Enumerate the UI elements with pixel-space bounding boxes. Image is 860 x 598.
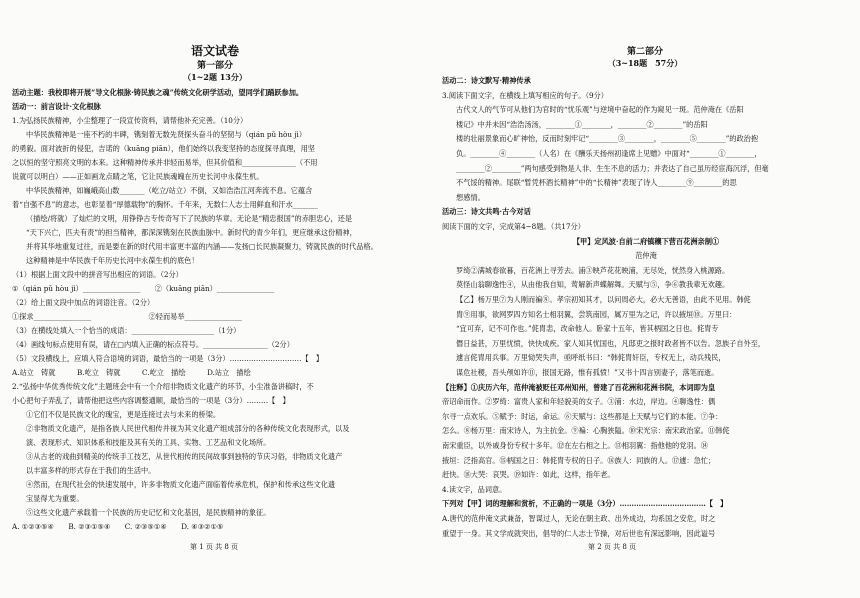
left-text-line: 着“自强不息”的意志，也彰显着“厚德载物”的胸怀。千年来，无数仁人志士用鲜血和汗水_______ [12,200,318,209]
left-text-line: 中华民族精神是一座不朽的丰碑，镌刻着无数先贤探头奋斗的坚韧与（qián pǔ hòu jì） [26,130,307,139]
right-text-line: 活动二：诗文默写·精神传承 [442,76,531,85]
right-text-line: 古代文人的气节可从他们为官时的“忧乐观”与逆境中奋起的作为窥见一斑。范仲淹在《岳阳 [456,105,744,115]
right-text-line: 怎么。⑧杨万里：南宋诗人，为主抗金。⑨褊：心胸狭隘。⑩宋光宗：南宋政治家。⑪韩侂 [442,426,730,436]
exam-title: 语文试卷 [190,44,239,58]
left-text-line: 1.为弘扬民族精神，小尘整理了一段宣传资料，请帮他补充完善。（10分） [12,116,248,125]
left-text-line: ①探求________________ ②轻而易举________________ [12,312,243,321]
left-text-line: （3）在横线处填入一个恰当的成语：_______________________（1分） [12,326,241,335]
left-text-line: 演、表现形式、知识体系和技能及其有关的工具、实物、工艺品和文化场所。 [26,438,271,447]
part-heading-right: 第二部分 [626,47,663,57]
right-text-line: 【乙】杨万里⑦为人刚而褊⑧。孝宗初知其才，以问周必大，必大无善语，由此不见用。韩侂 [456,295,751,304]
part-score: （1~2题 13分） [183,72,247,82]
left-text-line: ③从古老的戏曲到精美的传统手工技艺，从世代相传的民间故事到独特的节庆习俗，非物质文化遗产 [26,452,343,461]
right-text-line: 南宋重臣，以外戚身份专权十多年。⑫在左右相之上。⑬相羽翼：指他他的党羽。⑭ [442,441,708,450]
right-text-line: 遽言侂胄用兵事。万里恸哭失声，亟呼纸书曰：“韩侂胄奸臣，专权无上，动兵残民， [456,353,726,363]
right-text-line: 楼的壮丽景象而心旷神怡，反而时刻牢记“________③________，________⑤________”的政治抱 [456,134,759,144]
left-text-line: （4）画线句标点使用有误，请在□内填入正确的标点符号。__________________（2分） [12,340,294,349]
left-text-line: 的勇毅。面对波折的侵犯，吉诺的（kuāng piān），他们始终以我变坚持的态度探寻真理，用坚 [12,144,315,153]
right-text-line: 活动三：诗文共鸣·古今对话 [442,207,531,217]
left-text-line: ②非物质文化遗产，是指各族人民世代相传并视为其文化遗产组成部分的各种传统文化表现形式，以及 [26,424,350,433]
left-text-line: （5）文段横线上，应填入符合语境的词语，最恰当的一项是（3分）…………………………【 】 [12,354,324,363]
left-text-line: ①（qián pǔ hòu jì）________________ ②（kuāng piān）________________ [12,284,275,293]
right-page [430,0,860,598]
left-text-line: （1）根据上面文段中的拼音写出相应的词语。（2分） [12,270,183,279]
right-text-line: 胄⑨用事，欲网罗四方知名士相羽翼，尝筑南园，属万里为之记，许以掖垣⑩。万里曰： [456,309,737,319]
part-score-right: （3~18题 57分） [607,58,683,68]
right-text-line: 下列对【甲】词的理解和赏析，不正确的一项是（3分）………………………………【 】 [442,499,728,509]
right-text-line: 重望于一身。其文学成就突出，倡导的仁人志士节操，对后世也有深远影响，因此谥号 [442,528,716,538]
right-text-line: 僭日益甚，万里忧愤，快快成疾。家人知其忧国也，凡邸吏之报时政者皆不以告。忽族子自外至， [456,338,766,348]
page-footer-right: 第 2 页 共 8 页 [588,543,637,551]
right-text-line: ________②________”两句感受到物是人非、生生不息的活力；并表达了自己虽历经宦海沉浮，但毫 [456,163,769,173]
right-text-line: 莫怪山翁聊逸性④，从由他我自知，莺解新声蝶解舞。天赋与⑤，争⑥教我辈无欢趣。 [456,280,730,290]
left-text-line: 活动一：前言设计·文化根脉 [12,102,101,111]
right-text-line: 赶快。⑱大哭：哀哭。⑲如许：如此，这样，指年老。 [442,470,615,480]
right-text-line: 想感情。 [456,192,485,202]
right-text-line: 阅读下面的文字，完成第4~8题。（共17分） [442,222,585,231]
right-text-line: 掖垣：泛指高官。⑮柄国之日：韩侂胄专权的日子。⑯族人：同族的人。⑰遽：急忙； [442,455,716,465]
left-text-line: 小心把句子弄乱了，请帮他把这些内容调整通顺，最恰当的一项是（3分）………【 】 [12,396,290,405]
right-text-line: “宜可弃，记不可作也。”侂胄恚，改命他人。卧家十五年，皆其柄国之日也。侂胄专 [456,324,719,334]
part-heading: 第一部分 [196,61,233,71]
left-text-line: 这种精神是中华民族千年历史长河中永葆生机的底色！ [26,256,199,265]
page-footer: 第 1 页 共 8 页 [190,543,239,551]
right-text-line: 不气馁的精神。尾联“暂凭杯酒长精神”中的“长精神”表现了诗人________⑨________的思 [456,178,737,188]
left-text-line: 活动主题：我校即将开展“导文化根脉·铸民族之魂”传统文化研学活动，望同学们踊跃参加。 [12,88,304,97]
left-text-line: ⑤这些文化遗产承载着一个民族的历史记忆和文化基因，是民族精神的象征。 [26,508,271,517]
left-text-line: A.站立 铸就 B.屹立 铸就 C.屹立 描绘 D.站立 描绘 [12,368,251,377]
right-text-line: 楼记》中并未因“浩浩汤汤，________①________，________②________”的岳阳 [456,119,708,129]
left-text-line: 宝显得尤为重要。 [26,494,84,503]
right-text-line: 3.阅读下面文字，在横线上填写相应的句子。（9分） [442,90,608,100]
right-text-line: A.唐代的范仲淹文武兼备，智谋过人，无论在朝主政、出外成边，均系国之安危，时之 [442,514,716,523]
right-text-line: 范仲淹 [635,251,657,261]
left-text-line: 说就可以明白）——正如画龙点睛之笔，它让民族魂魄在历史长河中永葆生机。 [12,172,264,181]
left-text-line: 中华民族精神，如巍峨高山数_______（屹立/站立）不倒，又如浩浩江河奔流不息。它蕴含 [26,186,313,195]
left-text-line: “天下兴亡，匹夫有责”的担当精神，都深深镌刻在民族血脉中。新时代的青少年们，更应继承这份精神， [26,228,357,237]
right-text-line: 【注释】①庆历六年，范仲淹被贬任邓州知州，曾建了百花洲和花洲书院，本词即为皇 [442,382,716,392]
left-text-line: （2）给上面文段中加点的词语注音。（2分） [12,298,155,307]
left-text-line: 之以恒的坚守照亮文明的本来。这种精神传承并非轻而易举，但其价值和_______________（不用 [12,158,318,167]
right-text-line: 谋危社稷，吾头颅如许⑪，报国无路，惟有孤愤！”又书十四言别妻子，落笔而逝。 [456,368,719,377]
left-text-line: A. ①②③⑤④ B. ②③①⑤④ C. ②③⑤①④ D. ④③②①⑤ [12,522,224,531]
left-text-line: （描绘/将就）了灿烂的文明，用铮铮古专传奇写下了民族的华章。无论是“精忠报国”的赤胆忠心，还是 [26,214,353,223]
left-text-line: ④然而，在现代社会的快速发展中，许多非物质文化遗产面临着传承危机，保护和传承这些文化遗 [26,480,336,489]
right-text-line: 负。________④________（人名）在《酬乐天扬州初逢席上见赠》中面对“________①________， [456,149,762,158]
right-text-line: 4.读文字，品词意。 [442,484,507,494]
right-text-line: 【甲】定风波·自前二府镇穰下营百花洲亲制① [572,236,720,246]
right-text-line: 罗绮②满城春欲暮，百花洲上寻芳去。浦③映芦花花映浦，无尽处，恍然身入桃源路。 [456,265,730,275]
left-text-line: 以丰富多样的形式存在于我们的生活中。 [26,466,156,475]
left-text-line: 2.“弘扬中华优秀传统文化”主题班会中有一个介绍非物质文化遗产的环节，小尘准备讲稿时，不 [12,382,314,391]
left-text-line: 并将其华地重复过往，而是要在新的时代用丰富更丰富的内涵——发扬□长民族凝聚力，铸就民族的时代品格。 [26,242,378,251]
right-text-line: 尔寻一点欢乐。⑤赋予：时运，命运。⑥天赋与：这些都是上天赋与它们的本能。⑦争： [442,411,723,421]
right-text-line: 帝诏命而作。②罗绮：富贵人家和年轻貌美的女子。③浦：水边，岸边。④聊逸性：偶 [442,397,716,407]
left-text-line: ①它们不仅是民族文化的瑰宝，更是连接过去与未来的桥梁。 [26,410,221,419]
